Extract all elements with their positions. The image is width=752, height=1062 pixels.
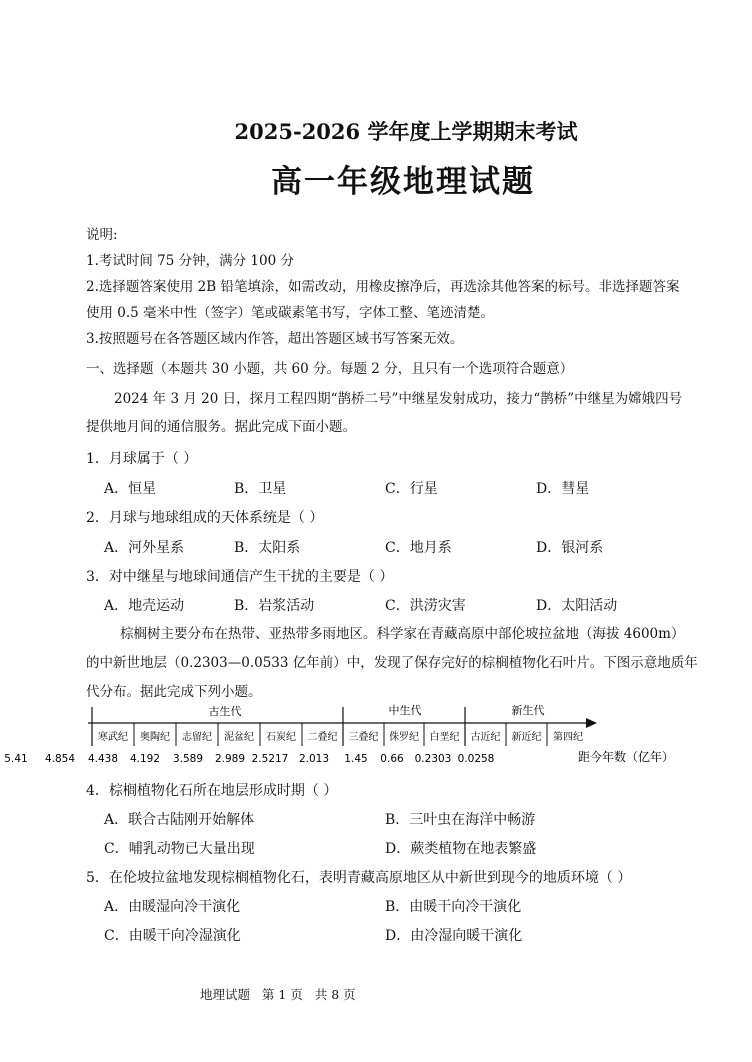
era-label-mesozoic: 中生代 bbox=[388, 704, 422, 717]
note-2b: 使用 0.5 毫米中性（签字）笔或碳素笔书写，字体工整、笔迹清楚。 bbox=[86, 305, 495, 321]
tick-label: 2.989 bbox=[214, 753, 246, 765]
period-label: 奥陶纪 bbox=[140, 732, 170, 743]
tick-label: 5.41 bbox=[4, 753, 28, 765]
axis-label: 距今年数（亿年） bbox=[578, 750, 675, 764]
q5-option-c: C．由暖干向冷湿演化 bbox=[104, 928, 241, 944]
timeline-arrow bbox=[586, 718, 597, 728]
note-3: 3.按照题号在各答题区域内作答，超出答题区域书写答案无效。 bbox=[86, 331, 464, 347]
passage2-line2: 的中新世地层（0.2303—0.0533 亿年前）中，发现了保存完好的棕榈植物化石叶片。下图示意地质年 bbox=[86, 655, 698, 671]
geologic-timeline bbox=[0, 696, 752, 772]
tick-label: 0.66 bbox=[380, 753, 404, 765]
tick-label: 2.013 bbox=[298, 753, 330, 765]
q2-option-a: A．河外星系 bbox=[104, 540, 185, 556]
q1-option-c: C．行星 bbox=[385, 481, 438, 497]
period-label: 新近纪 bbox=[511, 732, 542, 743]
era-label-paleozoic: 古生代 bbox=[208, 705, 242, 718]
q2-option-c: C．地月系 bbox=[385, 540, 452, 556]
period-label: 志留纪 bbox=[182, 732, 212, 743]
period-cells bbox=[4, 723, 583, 765]
q1-option-b: B．卫星 bbox=[234, 481, 287, 497]
passage2-line1: 棕榈树主要分布在热带、亚热带多雨地区。科学家在青藏高原中部伦坡拉盆地（海拔 4600m） bbox=[120, 626, 685, 642]
period-label: 泥盆纪 bbox=[224, 732, 254, 743]
q2-option-b: B．太阳系 bbox=[234, 540, 301, 556]
q1-option-a: A．恒星 bbox=[104, 481, 157, 497]
tick-label: 4.438 bbox=[87, 753, 119, 765]
q4-stem: 4．棕榈植物化石所在地层形成时期（ ） bbox=[86, 783, 338, 799]
q3-option-c: C．洪涝灾害 bbox=[385, 598, 466, 614]
section-heading: 一、选择题（本题共 30 小题，共 60 分。每题 2 分，且只有一个选项符合题意） bbox=[86, 361, 574, 377]
q5-option-a: A．由暖湿向冷干演化 bbox=[104, 899, 241, 915]
tick-label: 1.45 bbox=[344, 753, 368, 765]
q5-stem: 5．在伦坡拉盆地发现棕榈植物化石，表明青藏高原地区从中新世到现今的地质环境（ ） bbox=[86, 870, 632, 886]
tick-label: 0.2303 bbox=[414, 753, 452, 765]
period-label: 侏罗纪 bbox=[389, 732, 419, 743]
q4-option-b: B．三叶虫在海洋中畅游 bbox=[385, 812, 536, 828]
note-1: 1.考试时间 75 分钟，满分 100 分 bbox=[86, 253, 294, 269]
q1-option-d: D．彗星 bbox=[536, 481, 590, 497]
q2-stem: 2．月球与地球组成的天体系统是（ ） bbox=[86, 510, 324, 526]
period-label: 三叠纪 bbox=[348, 732, 379, 743]
exam-subtitle: 高一年级地理试题 bbox=[271, 164, 535, 200]
era-label-cenozoic: 新生代 bbox=[511, 704, 545, 717]
tick-label: 2.5217 bbox=[251, 753, 289, 765]
q5-option-d: D．由冷湿向暖干演化 bbox=[385, 928, 523, 944]
period-label: 第四纪 bbox=[553, 732, 583, 743]
tick-label: 3.589 bbox=[172, 753, 204, 765]
passage2-line3: 代分布。据此完成下列小题。 bbox=[86, 684, 262, 700]
passage1-line1: 2024 年 3 月 20 日，探月工程四期“鹊桥二号”中继星发射成功，接力“鹊桥”中继星为嫦娥四号 bbox=[114, 391, 683, 407]
note-2a: 2.选择题答案使用 2B 铅笔填涂，如需改动，用橡皮擦净后，再选涂其他答案的标号。非选择题答案 bbox=[86, 279, 680, 295]
q3-option-d: D．太阳活动 bbox=[536, 598, 618, 614]
q4-option-c: C．哺乳动物已大量出现 bbox=[104, 841, 255, 857]
passage1-line2: 提供地月间的通信服务。据此完成下面小题。 bbox=[86, 419, 356, 435]
q3-stem: 3．对中继星与地球间通信产生干扰的主要是（ ） bbox=[86, 569, 394, 585]
q3-option-a: A．地壳运动 bbox=[104, 598, 185, 614]
period-label: 古近纪 bbox=[470, 732, 501, 743]
q2-option-d: D．银河系 bbox=[536, 540, 604, 556]
tick-label: 0.0258 bbox=[457, 753, 495, 765]
period-label: 二叠纪 bbox=[307, 732, 338, 743]
period-label: 白垩纪 bbox=[429, 732, 460, 743]
tick-label: 4.192 bbox=[129, 753, 161, 765]
tick-label: 4.854 bbox=[44, 753, 76, 765]
period-label: 石炭纪 bbox=[266, 732, 296, 743]
period-label: 寒武纪 bbox=[98, 732, 128, 743]
q4-option-a: A．联合古陆刚开始解体 bbox=[104, 812, 255, 828]
q4-option-d: D．蕨类植物在地表繁盛 bbox=[385, 841, 537, 857]
q5-option-b: B．由暖干向冷干演化 bbox=[385, 899, 522, 915]
exam-title: 2025-2026 学年度上学期期末考试 bbox=[234, 119, 578, 144]
notes-heading: 说明: bbox=[86, 227, 118, 243]
q1-stem: 1．月球属于（ ） bbox=[86, 451, 198, 467]
q3-option-b: B．岩浆活动 bbox=[234, 598, 315, 614]
page-footer: 地理试题 第 1 页 共 8 页 bbox=[200, 987, 356, 1002]
